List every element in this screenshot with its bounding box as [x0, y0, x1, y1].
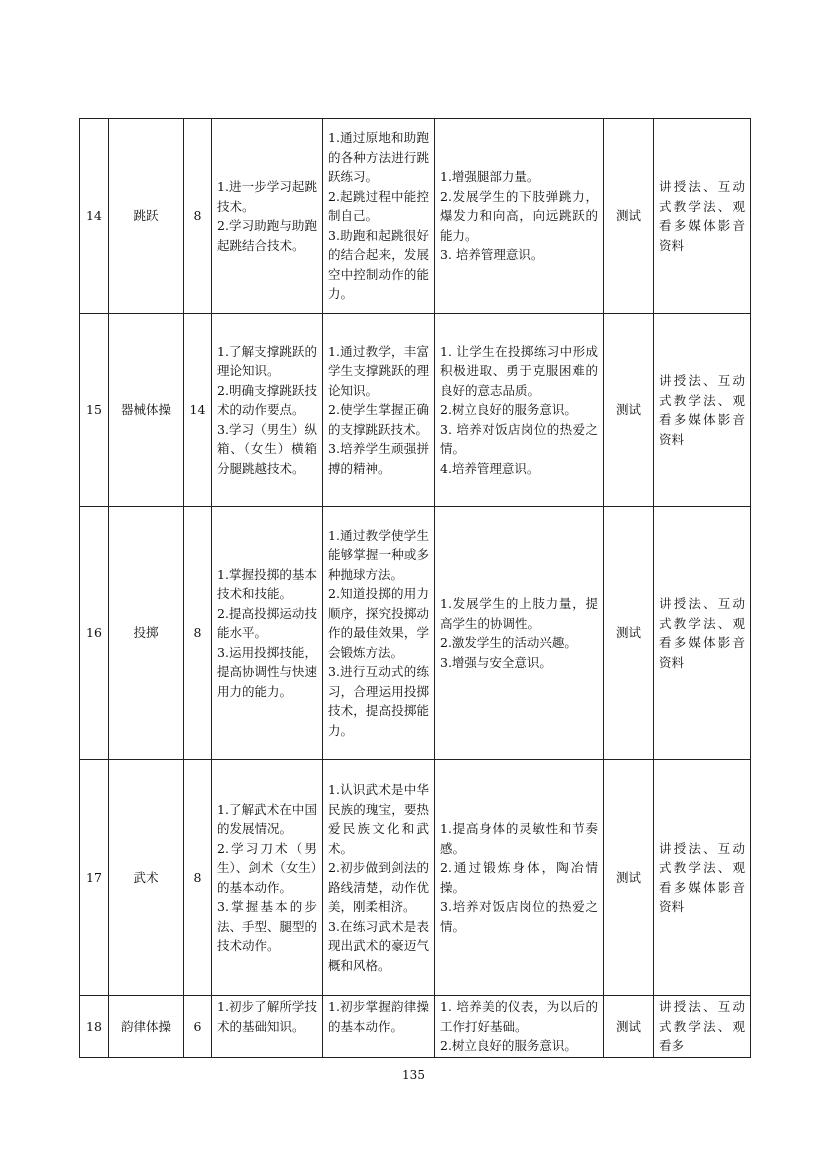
goal-line: 3.增强与安全意识。	[440, 654, 552, 670]
content-line: 1.进一步学习起跳技术。	[217, 179, 317, 214]
goal-line: 1.提高身体的灵敏性和节奏感。	[440, 821, 598, 856]
requirement-line: 1.认识武术是中华民族的瑰宝，要热爱民族文化和武术。	[328, 782, 429, 856]
requirement-line: 3.助跑和起跳很好的结合起来，发展空中控制动作的能力。	[328, 227, 429, 302]
unit-name: 器械体操	[109, 314, 184, 507]
table-body	[80, 119, 751, 1058]
page-number: 135	[402, 1068, 425, 1082]
assessment-method: 测试	[604, 119, 654, 314]
goal-line: 1.发展学生的上肢力量，提高学生的协调性。	[440, 596, 598, 631]
requirement-line: 2.初步做到剑法的路线清楚，动作优美，刚柔相济。	[328, 860, 429, 914]
teaching-goals	[435, 996, 604, 1058]
content-line: 3.掌握基本的步法、手型、腿型的技术动作。	[217, 899, 318, 953]
assessment-method: 测试	[604, 507, 654, 760]
content-line: 2.提高投掷运动技能水平。	[217, 605, 317, 641]
requirement-line: 3.在练习武术是表现出武术的豪迈气概和风格。	[328, 918, 429, 973]
content-line: 3.学习（男生）纵箱、（女生）横箱分腿跳越技术。	[217, 421, 317, 476]
teaching-content	[212, 507, 323, 760]
teaching-requirements	[323, 996, 435, 1058]
requirement-line: 2.知道投掷的用力顺序，探究投掷动作的最佳效果，学会锻炼方法。	[328, 586, 429, 660]
goal-line: 2.激发学生的活动兴趣。	[440, 635, 577, 650]
goal-line: 2.树立良好的服务意识。	[440, 1038, 577, 1053]
content-line: 2.明确支撑跳跃技术的动作要点。	[217, 382, 317, 418]
unit-name: 投掷	[109, 507, 184, 760]
requirement-line: 3.培养学生顽强拼搏的精神。	[328, 441, 429, 476]
unit-hours: 8	[184, 507, 212, 760]
row-number: 16	[80, 507, 109, 760]
content-line: 2.学习刀术（男生）、剑术（女生）的基本动作。	[217, 840, 318, 895]
teaching-content	[212, 996, 323, 1058]
goal-line: 2.通过锻炼身体，陶冶情操。	[440, 860, 598, 895]
content-line: 3.运用投掷技能，提高协调性与快速用力的能力。	[217, 644, 318, 699]
row-number: 18	[80, 996, 109, 1058]
requirement-line: 1.初步掌握韵律操的基本动作。	[328, 999, 429, 1034]
table-row	[80, 760, 751, 996]
teaching-requirements	[323, 119, 435, 314]
requirement-line: 2.起跳过程中能控制自己。	[328, 188, 429, 224]
goal-line: 2.发展学生的下肢弹跳力，爆发力和向高，向远跳跃的能力。	[440, 188, 598, 243]
assessment-method: 测试	[604, 760, 654, 996]
table-row	[80, 996, 751, 1058]
requirement-line: 1.通过原地和助跑的各种方法进行跳跃练习。	[328, 130, 429, 185]
table-row	[80, 507, 751, 760]
assessment-method: 测试	[604, 314, 654, 507]
assessment-method: 测试	[604, 996, 654, 1058]
requirement-line: 2.使学生掌握正确的支撑跳跃技术。	[328, 402, 429, 437]
unit-name: 武术	[109, 760, 184, 996]
unit-hours: 8	[184, 119, 212, 314]
content-line: 1.初步了解所学技术的基础知识。	[217, 999, 317, 1034]
teaching-content	[212, 314, 323, 507]
teaching-content	[212, 119, 323, 314]
teaching-methods: 讲授法、互动式教学法、观看多媒体影音资料	[654, 760, 751, 996]
teaching-methods: 讲授法、互动式教学法、观看多媒体影音资料	[654, 119, 751, 314]
row-number: 14	[80, 119, 109, 314]
goal-line: 1.增强腿部力量。	[440, 169, 540, 185]
goal-line: 3.培养对饭店岗位的热爱之情。	[440, 899, 598, 934]
goal-line: 4.培养管理意识。	[440, 460, 540, 476]
teaching-goals	[435, 507, 604, 760]
syllabus-table	[79, 118, 751, 1058]
requirement-line: 1.通过教学使学生能够掌握一种或多种抛球方法。	[328, 527, 429, 582]
content-line: 1.了解武术在中国的发展情况。	[217, 801, 317, 836]
goal-line: 1. 培养美的仪表，为以后的工作打好基础。	[440, 999, 598, 1034]
requirement-line: 1.通过教学，丰富学生支撑跳跃的理论知识。	[328, 343, 429, 398]
table-row	[80, 314, 751, 507]
teaching-content	[212, 760, 323, 996]
teaching-methods: 讲授法、互动式教学法、观看多	[654, 996, 751, 1058]
teaching-goals	[435, 760, 604, 996]
unit-name: 韵律体操	[109, 996, 184, 1058]
row-number: 17	[80, 760, 109, 996]
teaching-methods: 讲授法、互动式教学法、观看多媒体影音资料	[654, 507, 751, 760]
table-row	[80, 119, 751, 314]
unit-name: 跳跃	[109, 119, 184, 314]
teaching-goals	[435, 314, 604, 507]
content-line: 1.掌握投掷的基本技术和技能。	[217, 566, 317, 602]
content-line: 2.学习助跑与助跑起跳结合技术。	[217, 218, 317, 253]
teaching-requirements	[323, 507, 435, 760]
teaching-requirements	[323, 760, 435, 996]
content-line: 1.了解支撑跳跃的理论知识。	[217, 343, 317, 379]
teaching-goals	[435, 119, 604, 314]
teaching-methods: 讲授法、互动式教学法、观看多媒体影音资料	[654, 314, 751, 507]
goal-line: 2.树立良好的服务意识。	[440, 402, 577, 418]
goal-line: 3. 培养管理意识。	[440, 247, 544, 263]
unit-hours: 6	[184, 996, 212, 1058]
unit-hours: 14	[184, 314, 212, 507]
teaching-requirements	[323, 314, 435, 507]
requirement-line: 3.进行互动式的练习，合理运用投掷技术，提高投掷能力。	[328, 664, 429, 738]
goal-line: 1. 让学生在投掷练习中形成积极进取、勇于克服困难的良好的意志品质。	[440, 343, 598, 398]
goal-line: 3. 培养对饭店岗位的热爱之情。	[440, 421, 598, 457]
unit-hours: 8	[184, 760, 212, 996]
row-number: 15	[80, 314, 109, 507]
